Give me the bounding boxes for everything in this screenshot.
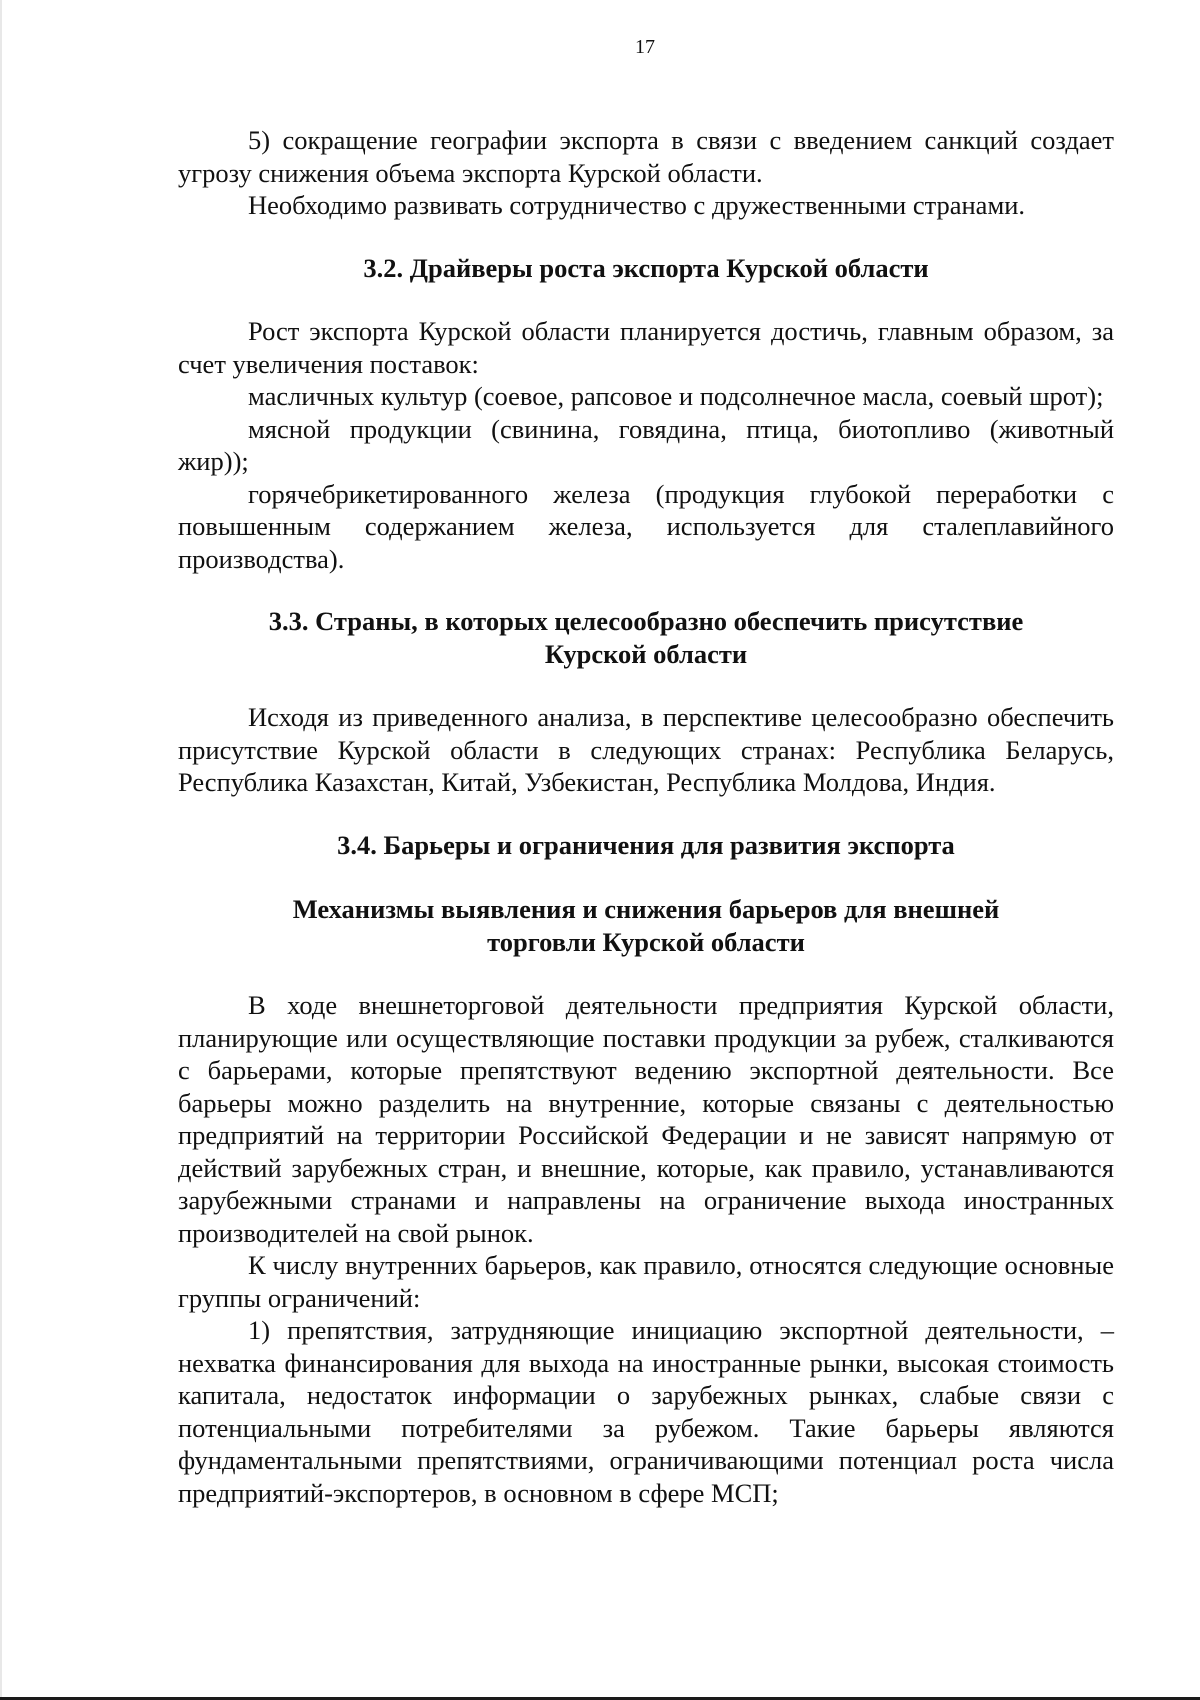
paragraph-barriers-intro: В ходе внешнеторговой деятельности предприятия Курской области, планирующие или осуществляющие поставки продукции за рубеж, сталкиваются с барьерами, которые препятствуют ведению экспортной деятельности. Все барьеры можно разделить на внутренние, которые связаны с деятельностью предприятий на территории Российской Федерации и не зависят напрямую от действий зарубежных стран, и внешние, которые, как правило, устанавливаются зарубежными странами и направлены на ограничение выхода иностранных производителей на свой рынок.: [178, 990, 1114, 1248]
scan-left-edge: [0, 0, 2, 1700]
document-body: [178, 124, 1114, 1509]
heading-3-4-line: 3.4. Барьеры и ограничения для развития экспорта: [337, 829, 955, 860]
paragraph-oil-crops: масличных культур (соевое, рапсовое и подсолнечное масла, соевый шрот);: [248, 381, 1104, 411]
heading-3-3-line-2: Курской области: [544, 638, 748, 669]
heading-barrier-mechanisms-line-1: Механизмы выявления и снижения барьеров для внешней: [292, 894, 1000, 924]
paragraph-internal-barriers: К числу внутренних барьеров, как правило, относятся следующие основные группы ограничений:: [178, 1250, 1114, 1313]
heading-barrier-mechanisms-line-2: торговли Курской области: [487, 926, 805, 957]
heading-3-2: [178, 252, 1114, 285]
paragraph-target-countries: Исходя из приведенного анализа, в перспективе целесообразно обеспечить присутствие Курской области в следующих странах: Республика Беларусь, Республика Казахстан, Китай, Узбекистан, Республика Молдова, Индия.: [178, 702, 1114, 797]
paragraph-barrier-1: 1) препятствия, затрудняющие инициацию экспортной деятельности, – нехватка финансирования для выхода на иностранные рынки, высокая стоимость капитала, недостаток информации о зарубежных рынках, слабые связи с потенциальными потребителями за рубежом. Такие барьеры являются фундаментальными препятствиями, ограничивающими потенциал роста числа предприятий-экспортеров, в основном в сфере МСП;: [178, 1315, 1114, 1508]
heading-3-3: [178, 605, 1114, 670]
paragraph-sanctions-threat: 5) сокращение географии экспорта в связи с введением санкций создает угрозу снижения объема экспорта Курской области.: [178, 125, 1114, 188]
paragraph-hbi-iron: горячебрикетированного железа (продукция глубокой переработки с повышенным содержанием железа, используется для сталеплавийного производства).: [178, 478, 1114, 574]
page-number: 17: [635, 36, 655, 58]
paragraph-meat-products: мясной продукции (свинина, говядина, птица, биотопливо (животный жир));: [178, 413, 1114, 476]
heading-3-4: [178, 829, 1114, 862]
paragraph-export-growth: Рост экспорта Курской области планируется достичь, главным образом, за счет увеличения поставок:: [178, 316, 1114, 379]
heading-3-3-line-1: 3.3. Страны, в которых целесообразно обеспечить присутствие: [268, 606, 1024, 636]
paragraph-friendly-countries: Необходимо развивать сотрудничество с дружественными странами.: [248, 190, 1026, 220]
heading-3-2-line: 3.2. Драйверы роста экспорта Курской области: [363, 252, 929, 283]
heading-barrier-mechanisms: [178, 893, 1114, 958]
